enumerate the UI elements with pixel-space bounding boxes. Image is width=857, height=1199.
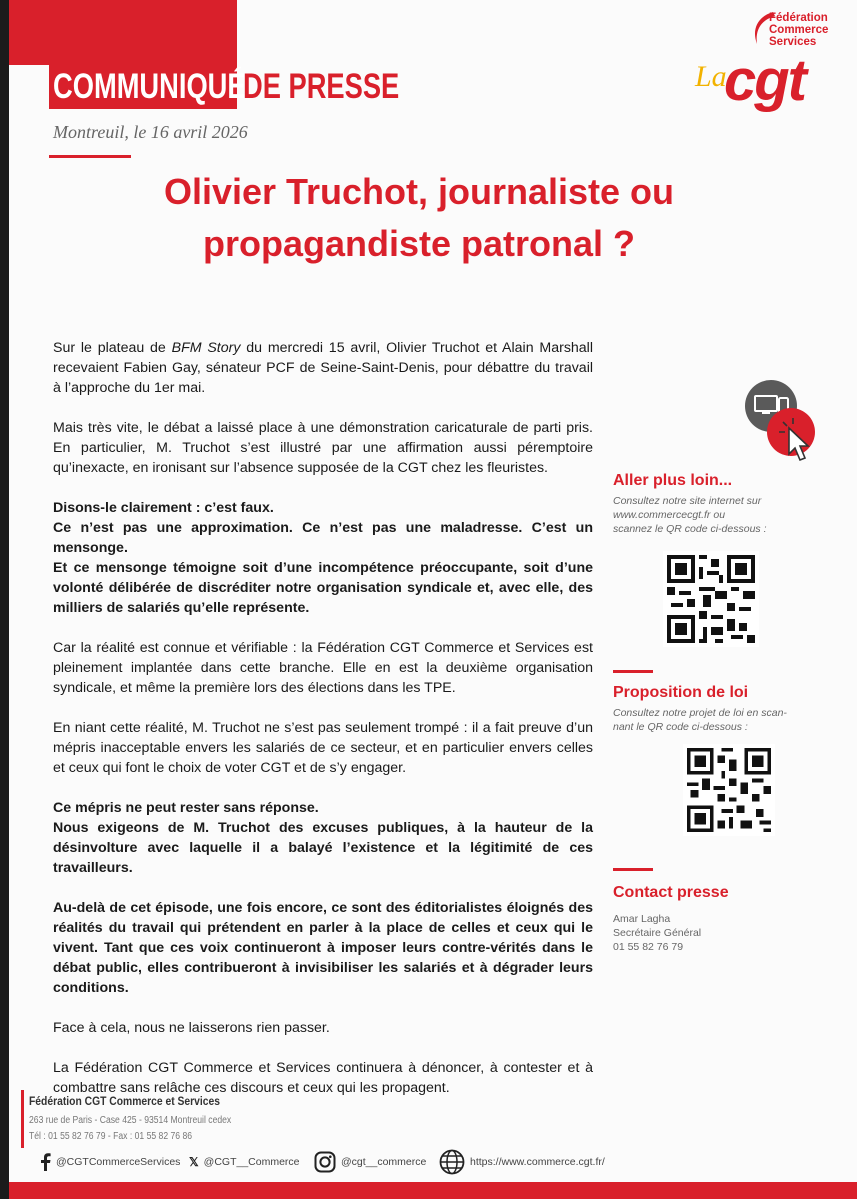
logo-cgt: cgt [724,48,805,113]
place-date: Montreuil, le 16 avril 2026 [53,122,248,142]
more-title: Aller plus loin... [613,472,733,489]
paragraph-7: Au-delà de cet épisode, une fois encore, ce sont des éditorialistes éloignés des réalités du travail qui prétendent en parler à la place de celles et ceux qui le vivent. Tant que ces voix continueront à imposer leurs contre-vérités dans le débat public, elles contribueront à invisibiliser les salariés et à dégrader leurs conditions. [53,900,593,996]
footer-address: 263 rue de Paris - Case 425 - 93514 Montreuil cedex [29,1115,232,1126]
contact-phone: 01 55 82 76 79 [613,941,684,953]
social-website[interactable]: https://www.commerce.cgt.fr/ [439,1150,605,1174]
title-de-presse: DE PRESSE [243,67,400,106]
paragraph-2: Mais très vite, le débat a laissé place à une démonstration caricaturale de parti pris. En particulier, M. Truchot s’est illustré par une affirmation aussi péremptoire qu’inexacte, en ironisant sur l’absence supposée de la CGT chez les fleuristes. [53,420,593,476]
paragraph-4: Car la réalité est connue et vérifiable : la Fédération CGT Commerce et Services est pleinement implantée dans cette branche. Elle en est la deuxième organisation syndicale, et même la première lors des élections dans les TPE. [53,640,593,696]
footer-org: Fédération CGT Commerce et Services [29,1094,221,1108]
headline-line-1: Olivier Truchot, journaliste ou [163,171,675,212]
date-underline [49,155,131,158]
facebook-icon [39,1153,51,1171]
footer-red-band [9,1182,857,1199]
paragraph-3: Disons-le clairement : c’est faux. Ce n’est pas une approximation. Ce n’est pas une maladresse. C’est un mensonge. Et ce mensonge témoigne soit d’une incompétence préoccupante, soit d’une volonté délibérée de discréditer notre organisation syndicale et, avec elle, des milliers de salariés qu’elle représente. [53,500,593,616]
social-x[interactable]: 𝕏 @CGT__Commerce [189,1155,300,1169]
footer-phones: Tél : 01 55 82 76 79 - Fax : 01 55 82 76 86 [29,1131,193,1142]
paragraph-9: La Fédération CGT Commerce et Services continuera à dénoncer, à contester et à combattre sans relâche ces discours et ceux qui les propagent. [53,1060,593,1096]
logo-la: La [695,60,727,93]
instagram-icon [314,1151,336,1173]
law-section [613,684,843,734]
website-qr-code[interactable] [663,551,759,647]
globe-icon [439,1149,465,1175]
footer-rule [21,1090,24,1148]
paragraph-1: Sur le plateau de BFM Story du mercredi 15 avril, Olivier Truchot et Alain Marshall recevaient Fabien Gay, sénateur PCF de Seine-Saint-Denis, pour débattre du travail à l’approche du 1er mai. [53,340,593,396]
law-note: Consultez notre projet de loi en scan- nant le QR code ci-dessous : [613,707,787,733]
header-red-band [9,0,237,65]
contact-rule [613,868,653,871]
x-icon: 𝕏 [189,1155,199,1169]
more-note: Consultez notre site internet sur www.commercecgt.fr ou scannez le QR code ci-dessous : [613,495,767,535]
body-text [53,338,593,1118]
paragraph-8: Face à cela, nous ne laisserons rien passer. [53,1020,330,1036]
social-instagram[interactable]: @cgt__commerce [314,1150,426,1174]
law-rule [613,670,653,673]
logo-federation-text: Fédération Commerce Services [769,12,829,48]
paragraph-5: En niant cette réalité, M. Truchot ne s’est pas seulement trompé : il a fait preuve d’un mépris inacceptable envers les salariés de ce secteur, et en particulier envers celles et ceux qui font le choix de voter CGT et de s’y engager. [53,720,593,776]
paragraph-6: Ce mépris ne peut rester sans réponse. Nous exigeons de M. Truchot des excuses publiques, à la hauteur de la désinvolture avec laquelle il a balayé l’existence et la légitimité de ces travailleurs. [53,800,593,876]
law-title: Proposition de loi [613,684,749,701]
title-communique: COMMUNIQUÉ [53,67,246,106]
social-facebook[interactable]: @CGTCommerceServices [39,1150,180,1174]
devices-click-icon [745,380,829,470]
contact-section [613,884,843,954]
contact-name: Amar Lagha [613,913,671,925]
contact-role: Secrétaire Général [613,927,702,939]
headline-line-2: propagandiste patronal ? [202,223,636,264]
more-section [613,472,843,536]
press-release-page [9,0,857,1199]
headline [49,166,789,270]
contact-title: Contact presse [613,884,729,901]
law-qr-code[interactable] [683,744,775,836]
